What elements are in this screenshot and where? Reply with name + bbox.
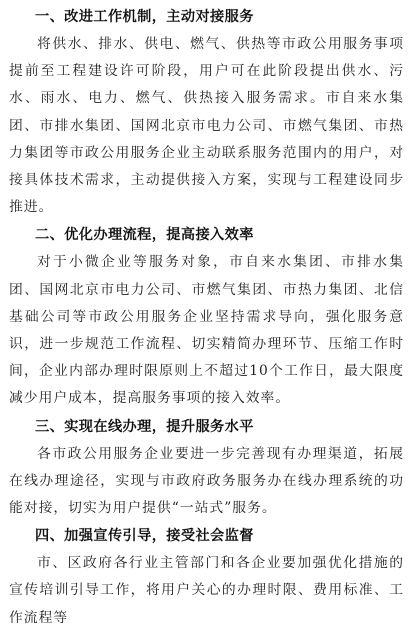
section-body-4: 市、区政府各行业主管部门和各企业要加强优化措施的宣传培训引导工作，将用户关心的办理时限、费用标准、工作流程等 xyxy=(9,555,404,626)
section-heading-2: 二、优化办理流程，提高接入效率 xyxy=(35,227,254,244)
section-body-1: 将供水、排水、供电、燃气、供热等市政公用服务事项提前至工程建设许可阶段，用户可在此阶段提出供水、污水、雨水、电力、燃气、供热接入服务需求。市自来水集团、市排水集团、国网北京市电力公司、市燃气集团、市热力集团等市政公用服务企业主动联系服务范围内的用户，对接具体技术需求，主动提供接入方案，实现与工程建设同步推进。 xyxy=(9,36,404,216)
section-body-2: 对于小微企业等服务对象，市自来水集团、市排水集团、国网北京市电力公司、市燃气集团、市热力集团、北信基础公司等市政公用服务企业坚持需求导向，强化服务意识，进一步规范工作流程、切实精简办理环节、压缩工作时间，企业内部办理时限原则上不超过10个工作日，最大限度减少用户成本，提高服务事项的接入效率。 xyxy=(9,254,404,407)
section-heading-3: 三、实现在线办理，提升服务水平 xyxy=(35,418,254,435)
section-heading-1: 一、改进工作机制，主动对接服务 xyxy=(35,9,254,25)
section-body-3: 各市政公用服务企业要进一步完善现有办理渠道，拓展在线办理途径，实现与市政府政务服务办在线办理系统的功能对接，切实为用户提供“一站式”服务。 xyxy=(9,445,404,517)
section-heading-4: 四、加强宣传引导，接受社会监督 xyxy=(35,528,254,545)
